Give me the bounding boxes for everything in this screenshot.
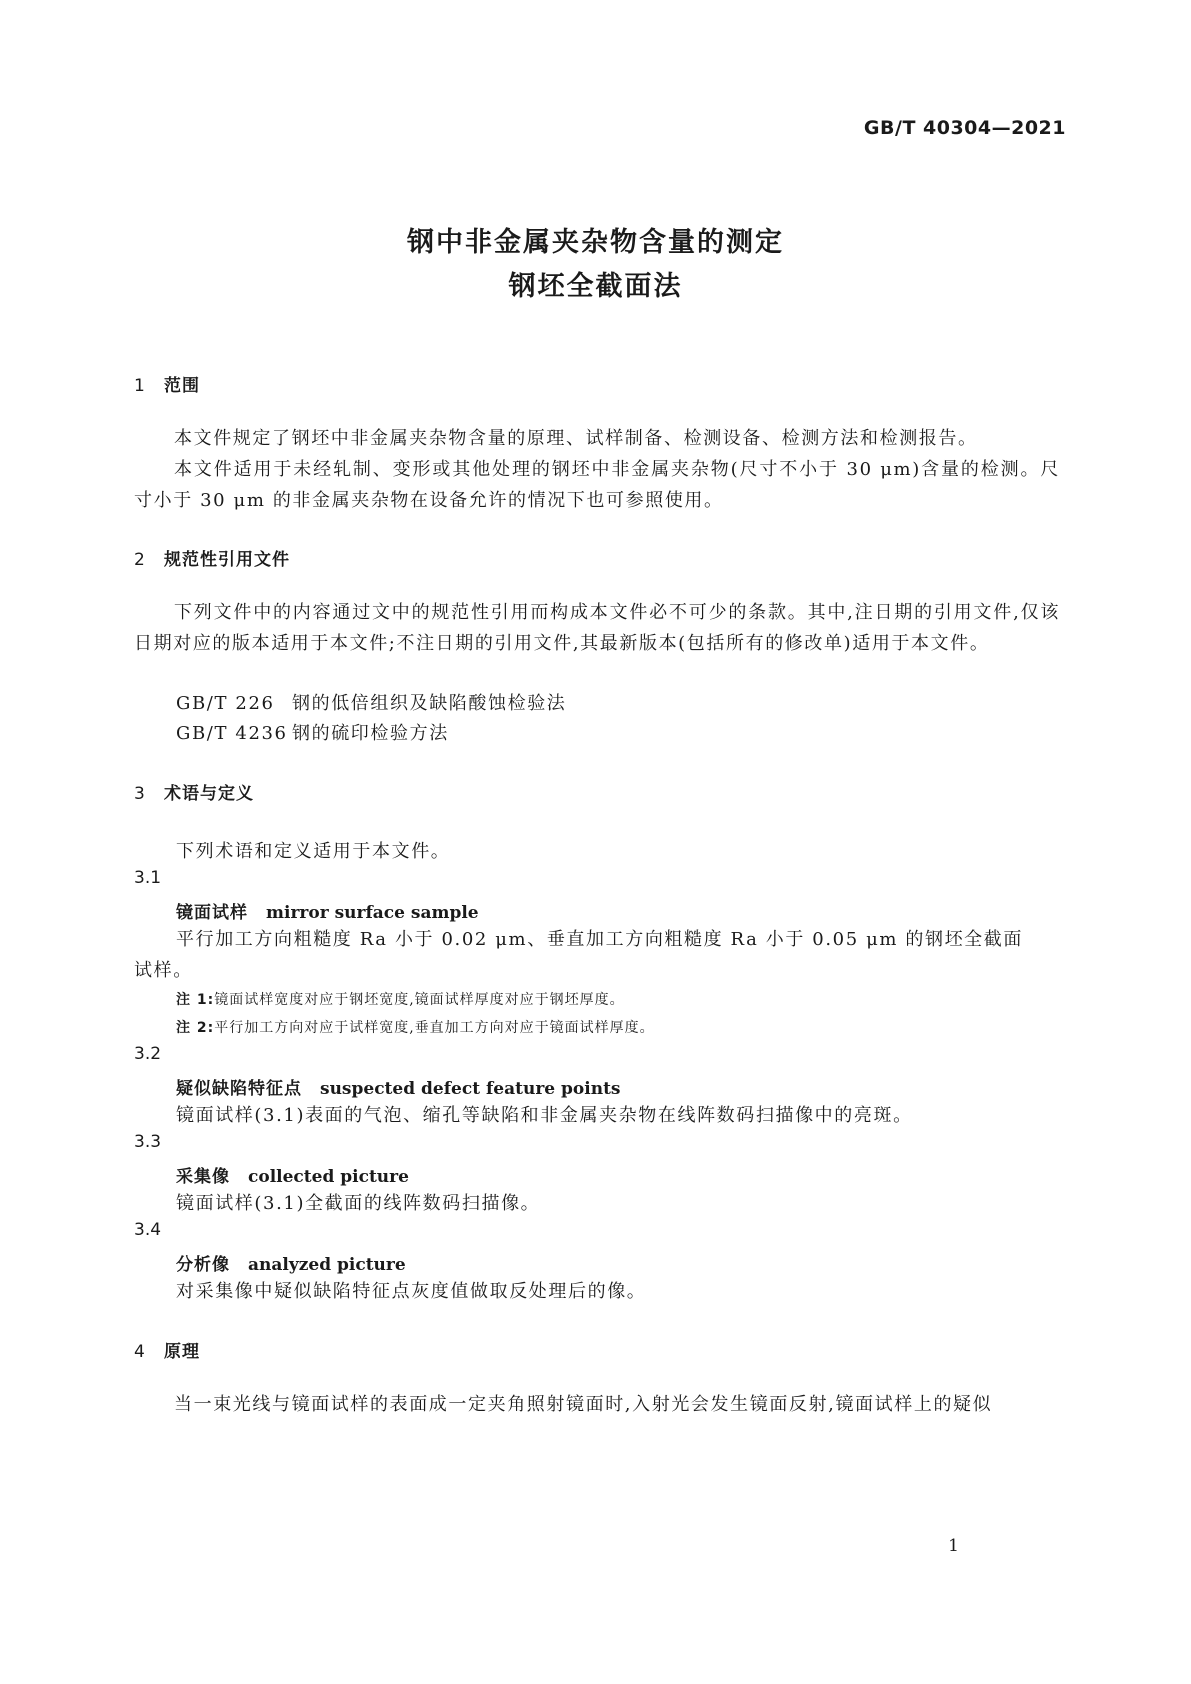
term-english: collected picture — [248, 1167, 409, 1187]
section-1-paragraph-2: 本文件适用于未经轧制、变形或其他处理的钢坯中非金属夹杂物(尺寸不小于 30 μm)含量的检测。尺寸小于 30 μm 的非金属夹杂物在设备允许的情况下也可参照使用。 — [134, 459, 1060, 511]
term-definition: 平行加工方向粗糙度 Ra 小于 0.02 μm、垂直加工方向粗糙度 Ra 小于 0.05 μm 的钢坯全截面 — [176, 929, 1023, 950]
section-4-paragraph-1: 当一束光线与镜面试样的表面成一定夹角照射镜面时,入射光会发生镜面反射,镜面试样上的疑似 — [174, 1394, 993, 1415]
term-chinese: 镜面试样 — [176, 903, 248, 923]
term-number: 3.1 — [134, 868, 162, 888]
section-title: 范围 — [164, 376, 200, 396]
note-label: 注 1: — [176, 992, 215, 1008]
section-2-paragraph-1: 下列文件中的内容通过文中的规范性引用而构成本文件必不可少的条款。其中,注日期的引用文件,仅该日期对应的版本适用于本文件;不注日期的引用文件,其最新版本(包括所有的修改单)适用于本文件。 — [134, 602, 1060, 654]
section-4-heading — [134, 1337, 200, 1362]
document-title-line2: 钢坯全截面法 — [508, 271, 683, 302]
section-3-intro: 下列术语和定义适用于本文件。 — [176, 841, 451, 862]
section-title: 规范性引用文件 — [164, 550, 290, 570]
term-definition: 镜面试样(3.1)表面的气泡、缩孔等缺陷和非金属夹杂物在线阵数码扫描像中的亮斑。 — [176, 1105, 913, 1126]
section-2-heading — [134, 545, 290, 570]
term-number: 3.3 — [134, 1132, 162, 1152]
term-number: 3.4 — [134, 1220, 162, 1240]
term-heading — [176, 1250, 406, 1275]
term-definition: 镜面试样(3.1)全截面的线阵数码扫描像。 — [176, 1193, 541, 1214]
term-chinese: 采集像 — [176, 1167, 230, 1187]
term-note-1 — [176, 989, 625, 1009]
term-heading — [176, 1162, 409, 1187]
note-text: 平行加工方向对应于试样宽度,垂直加工方向对应于镜面试样厚度。 — [214, 1020, 655, 1036]
standard-code: GB/T 40304—2021 — [863, 117, 1066, 139]
document-title-line1: 钢中非金属夹杂物含量的测定 — [407, 227, 784, 258]
section-number: 1 — [134, 376, 146, 396]
term-number: 3.2 — [134, 1044, 162, 1064]
term-heading — [176, 1074, 621, 1099]
term-english: analyzed picture — [248, 1255, 406, 1275]
section-title: 术语与定义 — [164, 784, 254, 804]
normative-reference-1 — [176, 689, 566, 715]
section-1-paragraph-1: 本文件规定了钢坯中非金属夹杂物含量的原理、试样制备、检测设备、检测方法和检测报告。 — [174, 428, 978, 449]
normative-reference-2 — [176, 719, 449, 745]
term-definition: 对采集像中疑似缺陷特征点灰度值做取反处理后的像。 — [176, 1281, 647, 1302]
section-number: 2 — [134, 550, 146, 570]
section-1-heading — [134, 371, 200, 396]
section-number: 4 — [134, 1342, 146, 1362]
reference-title: 钢的低倍组织及缺陷酸蚀检验法 — [292, 693, 567, 714]
section-title: 原理 — [164, 1342, 200, 1362]
note-label: 注 2: — [176, 1020, 215, 1036]
term-english: mirror surface sample — [266, 903, 479, 923]
reference-title: 钢的硫印检验方法 — [292, 723, 449, 744]
term-definition-continued: 试样。 — [134, 960, 193, 981]
note-text: 镜面试样宽度对应于钢坯宽度,镜面试样厚度对应于钢坯厚度。 — [214, 992, 625, 1008]
page-number: 1 — [948, 1536, 959, 1556]
section-3-heading — [134, 779, 254, 804]
reference-code: GB/T 226 — [176, 693, 275, 714]
term-note-2 — [176, 1017, 655, 1037]
term-english: suspected defect feature points — [320, 1079, 621, 1099]
term-chinese: 疑似缺陷特征点 — [176, 1079, 302, 1099]
term-chinese: 分析像 — [176, 1255, 230, 1275]
term-heading — [176, 898, 479, 923]
section-number: 3 — [134, 784, 146, 804]
reference-code: GB/T 4236 — [176, 723, 288, 744]
